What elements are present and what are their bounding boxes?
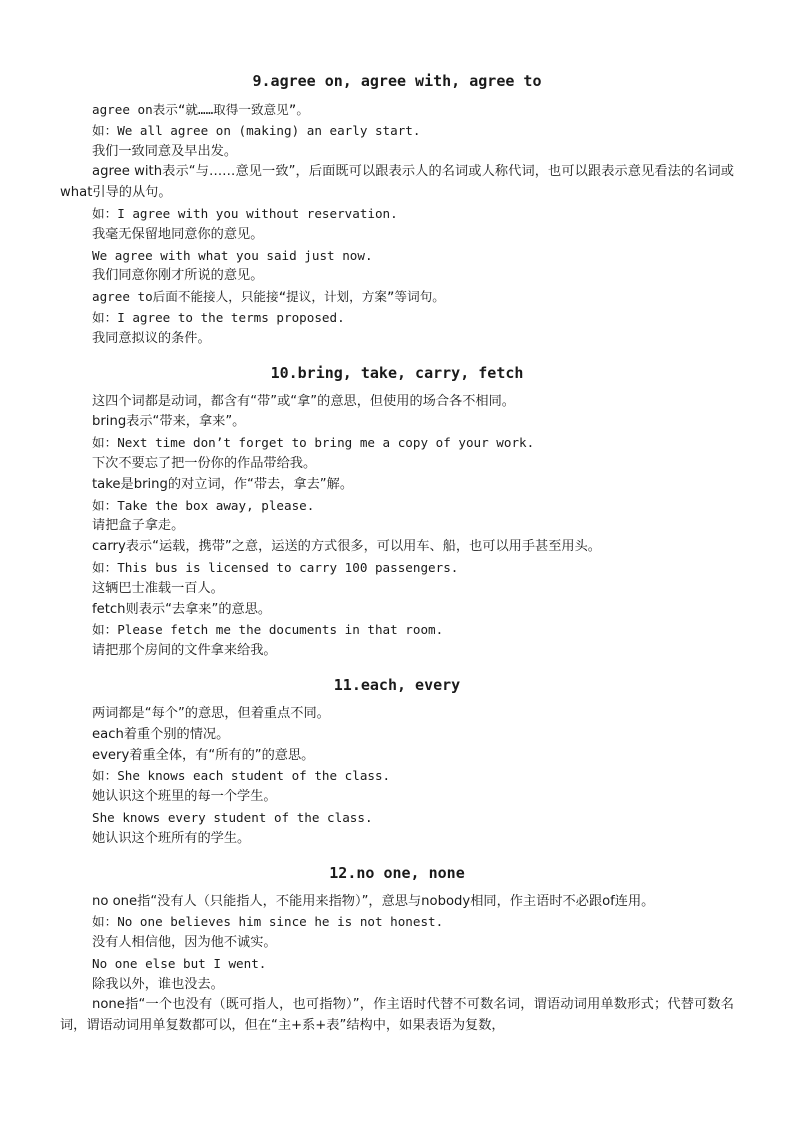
section-agree <box>60 70 734 350</box>
text-line: 两词都是“每个”的意思，但着重点不同。 <box>92 705 330 721</box>
example-line: 如：Please fetch me the documents in that room. <box>92 622 444 638</box>
translation-line: 她认识这个班里的每一个学生。 <box>92 789 277 805</box>
example-line: No one else but I went. <box>92 955 267 971</box>
section-heading: 11.each, every <box>333 675 461 694</box>
translation-line: 她认识这个班所有的学生。 <box>92 830 251 846</box>
text-line: bring表示“带来，拿来”。 <box>92 414 246 430</box>
section-heading: 12.no one, none <box>329 863 465 882</box>
translation-line: 请把那个房间的文件拿来给我。 <box>92 643 277 659</box>
example-line: We agree with what you said just now. <box>92 247 373 263</box>
translation-line: 没有人相信他，因为他不诚实。 <box>92 935 277 951</box>
section-bring <box>60 362 734 662</box>
example-line: 如：I agree with you without reservation. <box>92 205 398 221</box>
translation-line: 这辆巴士准载一百人。 <box>92 580 224 596</box>
example-line: 如：This bus is licensed to carry 100 passengers. <box>92 559 459 575</box>
text-line: fetch则表示“去拿来”的意思。 <box>92 601 272 617</box>
section-each-every <box>60 674 734 850</box>
example-line: 如：We all agree on (making) an early start. <box>92 122 421 138</box>
example-line: 如：I agree to the terms proposed. <box>92 309 345 325</box>
translation-line: 我们一致同意及早出发。 <box>92 143 238 159</box>
text-line: agree to后面不能接人，只能接“提议，计划，方案”等词句。 <box>92 289 445 305</box>
example-line: 如：Next time don’t forget to bring me a copy of your work. <box>92 435 535 451</box>
translation-line: 我同意拟议的条件。 <box>92 330 211 346</box>
example-line: 如：She knows each student of the class. <box>92 768 391 784</box>
translation-line: 我毫无保留地同意你的意见。 <box>92 226 264 242</box>
text-line: take是bring的对立词，作“带去，拿去”解。 <box>92 476 354 492</box>
text-line: no one指“没有人（只能指人，不能用来指物）”，意思与nobody相同，作主语时不必跟of连用。 <box>92 893 655 909</box>
text-line: 这四个词都是动词，都含有“带”或“拿”的意思，但使用的场合各不相同。 <box>92 393 515 409</box>
translation-line: 我们同意你刚才所说的意见。 <box>92 268 264 284</box>
text-line: none指“一个也没有（既可指人，也可指物）”，作主语时代替不可数名词，谓语动词用单数形式；代替可数名词，谓语动词用单复数都可以，但在“主+系+表”结构中，如果表语为复数， <box>60 997 734 1034</box>
section-heading: 10.bring, take, carry, fetch <box>270 363 524 382</box>
section-no-one-none <box>60 862 734 1038</box>
section-heading: 9.agree on, agree with, agree to <box>252 72 542 90</box>
translation-line: 请把盒子拿走。 <box>92 518 185 534</box>
example-line: She knows every student of the class. <box>92 809 373 825</box>
text-line: carry表示“运载，携带”之意，运送的方式很多，可以用车、船，也可以用手甚至用头。 <box>92 539 601 555</box>
translation-line: 下次不要忘了把一份你的作品带给我。 <box>92 455 317 471</box>
text-line: agree with表示“与……意见一致”，后面既可以跟表示人的名词或人称代词，也可以跟表示意见看法的名词或what引导的从句。 <box>60 164 734 201</box>
text-line: agree on表示“就……取得一致意见”。 <box>92 102 309 117</box>
example-line: 如：No one believes him since he is not honest. <box>92 914 444 930</box>
text-line: each着重个别的情况。 <box>92 726 230 742</box>
example-line: 如：Take the box away, please. <box>92 497 315 513</box>
document-content <box>60 70 734 1049</box>
text-line: every着重全体，有“所有的”的意思。 <box>92 747 315 763</box>
translation-line: 除我以外，谁也没去。 <box>92 976 224 992</box>
